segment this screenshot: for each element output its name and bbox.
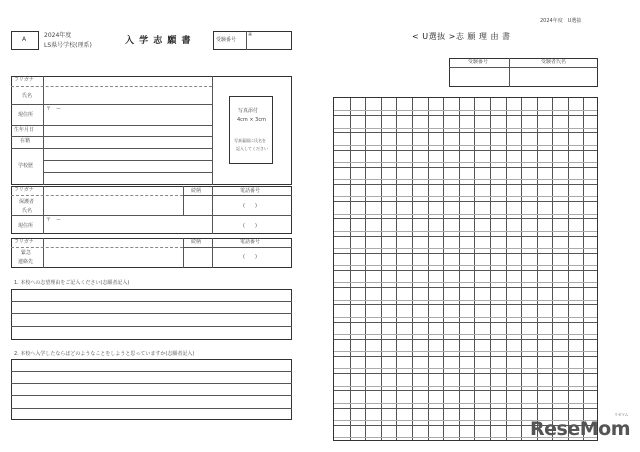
question-1: 1. 本校への志望理由をご記入ください(志願者記入) (14, 280, 130, 286)
photo-line2: 4cm × 3cm (237, 117, 266, 123)
grid-gap-line (334, 248, 597, 249)
applicant-school-year: 在籍 (20, 138, 31, 144)
applicant-school: 学校歴 (18, 163, 34, 169)
photo-line3: 写真裏面に氏名を (234, 138, 266, 143)
grid-gap-line (334, 265, 597, 266)
grid-row-line (334, 201, 597, 202)
applicant-postal: 〒 ー (46, 106, 62, 112)
guardian-postal: 〒 ー (46, 217, 62, 223)
grid-gap-line (334, 351, 597, 352)
grid-gap-line (334, 214, 597, 215)
grid-gap-line (334, 317, 597, 318)
photo-box (229, 96, 273, 164)
grid-gap-line (334, 196, 597, 197)
emergency-l1: 緊急 (21, 250, 32, 256)
grid-gap-line (334, 128, 597, 129)
grid-gap-line (334, 386, 597, 387)
grid-row-line (334, 167, 597, 168)
exam-number-label: 受験番号 (216, 37, 237, 43)
grid-gap-line (334, 110, 597, 111)
grid-row-line (334, 373, 597, 374)
grid-row-line (334, 115, 597, 116)
grid-gap-line (334, 300, 597, 301)
grid-row-line (334, 339, 597, 340)
applicant-name: 氏名 (22, 93, 33, 99)
applicant-birthdate: 生年月日 (14, 127, 35, 133)
guardian-address: 現住所 (18, 223, 34, 229)
grid-row-line (334, 304, 597, 305)
applicant-furigana: フリガナ (14, 77, 34, 83)
grid-row-line (334, 270, 597, 271)
grid-row-line (334, 184, 597, 185)
right-form-title: < U選抜 >志 願 理 由 書 (412, 32, 511, 41)
exam-number-mark: ※ (248, 32, 253, 38)
grid-gap-line (334, 368, 597, 369)
right-name-label: 受験者氏名 (541, 59, 567, 65)
grid-gap-line (334, 179, 597, 180)
grid-row-line (334, 132, 597, 133)
emergency-relation: 続柄 (191, 239, 202, 245)
grid-row-line (334, 218, 597, 219)
guardian-furigana: フリガナ (14, 187, 34, 193)
grid-gap-line (334, 403, 597, 404)
logo-text: ReseMom (530, 418, 630, 440)
applicant-address: 現住所 (18, 112, 34, 118)
grid-row-line (334, 322, 597, 323)
manuscript-grid (333, 97, 598, 441)
grid-row-line (334, 287, 597, 288)
question-2: 2. 本校へ入学したならばどのようなことをしようと思っていますか(志願者記入) (14, 351, 195, 357)
emergency-furigana: フリガナ (14, 239, 34, 245)
right-exam-no-label: 受験番号 (468, 59, 489, 65)
photo-line1: 写真添付 (238, 108, 259, 114)
grid-row-line (334, 253, 597, 254)
year-line: 2024年度 (44, 32, 72, 39)
grid-row-line (334, 356, 597, 357)
grid-gap-line (334, 231, 597, 232)
resemom-logo (530, 412, 630, 440)
guardian-name-l1: 保護者 (19, 199, 35, 205)
form-title: 入 学 志 願 書 (125, 36, 192, 46)
grid-gap-line (334, 334, 597, 335)
grid-row-line (334, 236, 597, 237)
right-header-note: 2024年度 U選抜 (540, 18, 582, 24)
grid-gap-line (334, 145, 597, 146)
grid-row-line (334, 390, 597, 391)
logo-ruby: リセマム (614, 412, 628, 417)
grid-row-line (334, 408, 597, 409)
guardian-phone-value: ( ) (243, 203, 257, 209)
emergency-l2: 連絡先 (18, 259, 34, 265)
school-line: LS県号学校(理系) (44, 42, 92, 49)
emergency-phone-label: 電話番号 (240, 239, 261, 245)
grid-gap-line (334, 162, 597, 163)
guardian-phone-label: 電話番号 (240, 188, 261, 194)
emergency-phone-value: ( ) (243, 254, 257, 260)
answer-box-1 (11, 289, 292, 340)
guardian-relation: 続柄 (191, 188, 202, 194)
guardian-name-l2: 氏名 (22, 208, 33, 214)
grid-row-line (334, 150, 597, 151)
grid-gap-line (334, 282, 597, 283)
answer-box-2 (11, 359, 292, 420)
code-box-text: A (22, 36, 27, 43)
photo-line4: 記入してください (236, 146, 268, 151)
guardian-address-phone: ( ) (243, 223, 257, 229)
